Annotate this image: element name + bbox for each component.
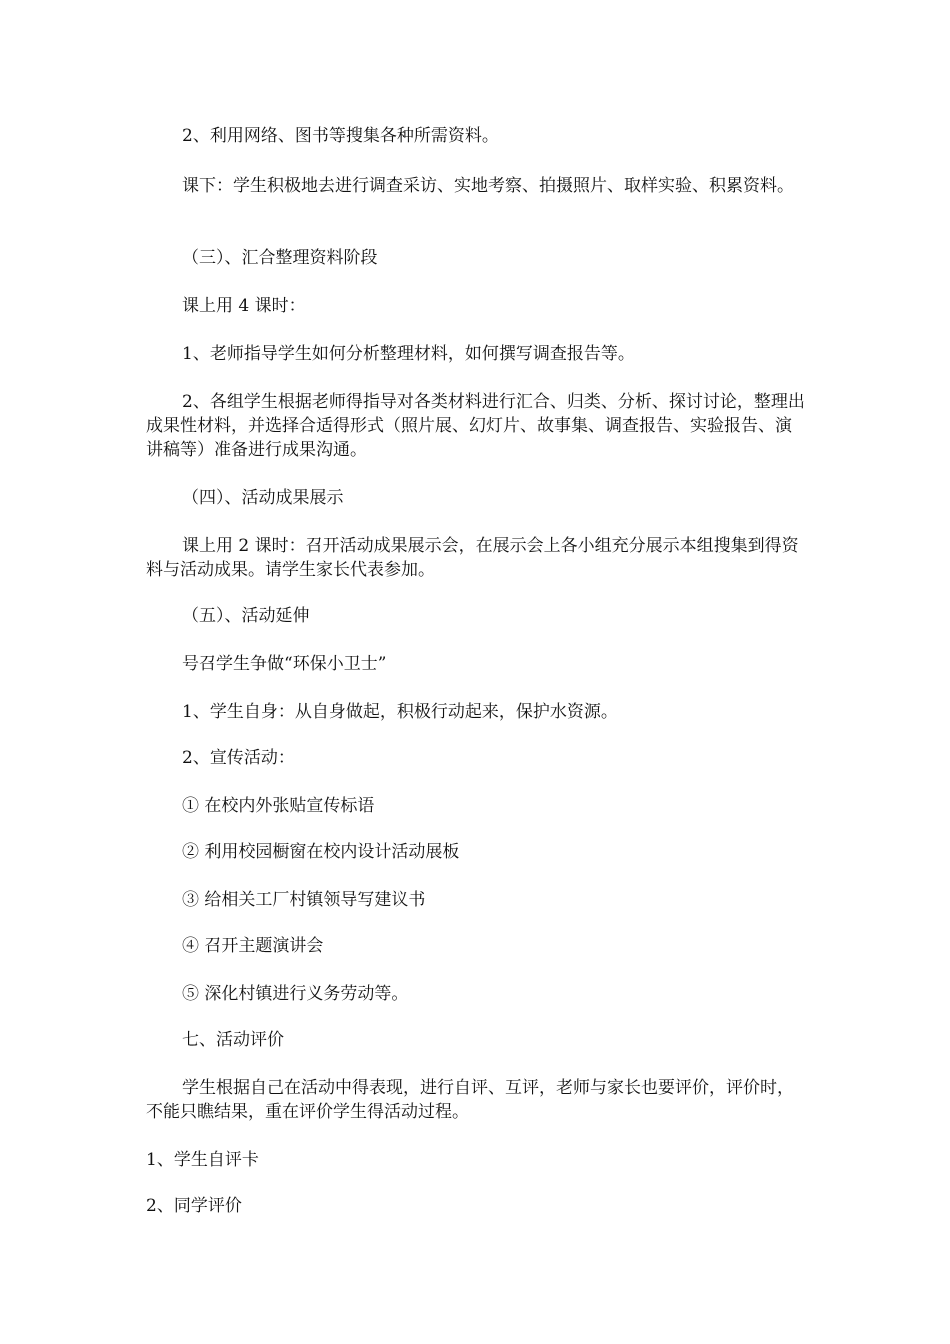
- list-item: ⑤ 深化村镇进行义务劳动等。: [182, 984, 409, 1004]
- section-heading: （四）、活动成果展示: [182, 488, 344, 508]
- paragraph: 号召学生争做“环保小卫士”: [182, 654, 387, 674]
- section-heading: 七、活动评价: [182, 1030, 284, 1050]
- paragraph: 课上用 2 课时：召开活动成果展示会，在展示会上各小组充分展示本组搜集到得资料与活动成果。请学生家长代表参加。: [146, 536, 799, 580]
- list-item: ① 在校内外张贴宣传标语: [182, 796, 375, 816]
- paragraph: 1、学生自身：从自身做起，积极行动起来，保护水资源。: [182, 702, 618, 722]
- paragraph: 2、同学评价: [146, 1196, 242, 1216]
- list-item: ④ 召开主题演讲会: [182, 936, 324, 956]
- paragraph: 2、利用网络、图书等搜集各种所需资料。: [182, 126, 499, 146]
- list-item: ② 利用校园橱窗在校内设计活动展板: [182, 842, 460, 862]
- section-heading: （三）、汇合整理资料阶段: [182, 248, 378, 268]
- paragraph: 2、各组学生根据老师得指导对各类材料进行汇合、归类、分析、探讨讨论，整理出成果性材料，并选择合适得形式（照片展、幻灯片、故事集、调查报告、实验报告、演讲稿等）准备进行成果沟通。: [146, 392, 805, 460]
- paragraph: 课下：学生积极地去进行调查采访、实地考察、拍摄照片、取样实验、积累资料。: [182, 176, 794, 196]
- list-item: ③ 给相关工厂村镇领导写建议书: [182, 890, 426, 910]
- paragraph: 学生根据自己在活动中得表现，进行自评、互评，老师与家长也要评价，评价时，不能只瞧结果，重在评价学生得活动过程。: [146, 1078, 794, 1122]
- paragraph: 1、老师指导学生如何分析整理材料，如何撰写调查报告等。: [182, 344, 635, 364]
- paragraph: 课上用 4 课时：: [182, 296, 306, 316]
- paragraph: 1、学生自评卡: [146, 1150, 259, 1170]
- section-heading: （五）、活动延伸: [182, 606, 310, 626]
- paragraph: 2、宣传活动：: [182, 748, 295, 768]
